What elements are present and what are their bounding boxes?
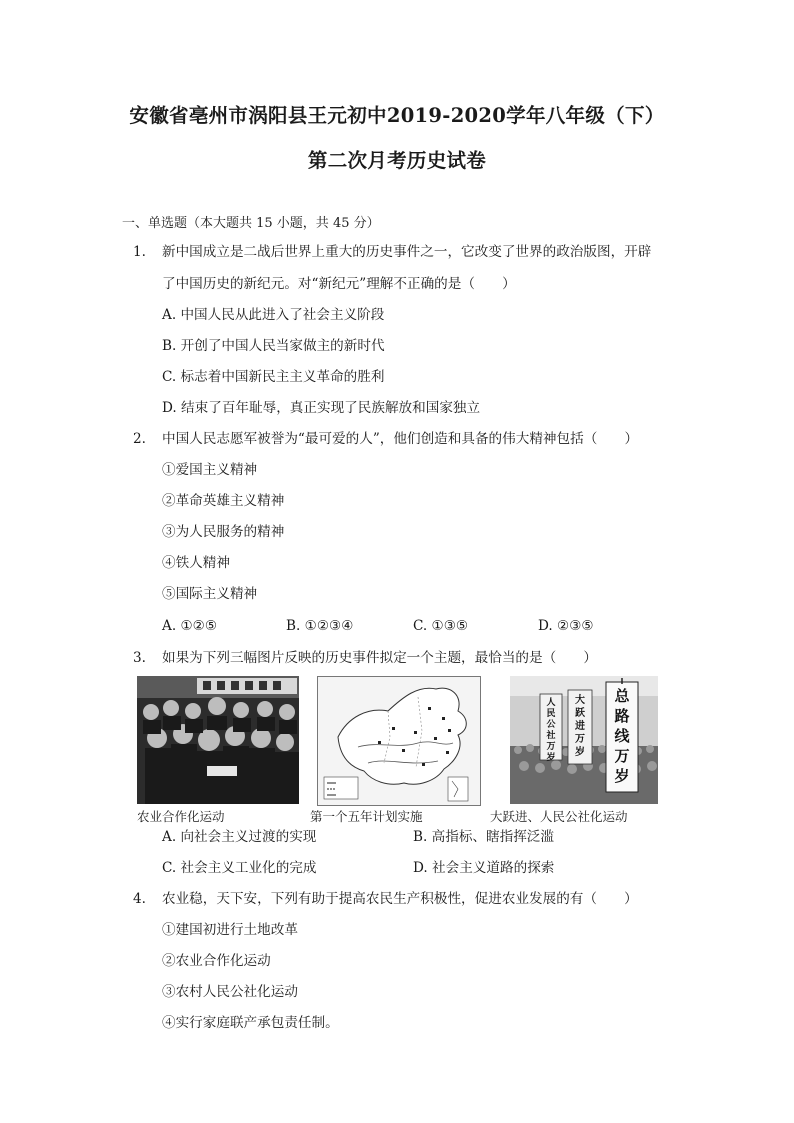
question-2-item-2: ②革命英雄主义精神 <box>162 493 285 509</box>
section-heading: 一、单选题（本大题共 15 小题，共 45 分） <box>122 216 380 231</box>
question-1-number: 1. <box>133 244 146 260</box>
question-3-number: 3. <box>133 650 146 666</box>
caption-five-year-plan: 第一个五年计划实施 <box>310 809 423 824</box>
banner-great-leap: 大跃进万岁 <box>575 695 585 758</box>
question-2-option-c: C. ①③⑤ <box>413 618 469 634</box>
question-2-option-a: A. ①②⑤ <box>162 618 218 634</box>
exam-title-line2: 第二次月考历史试卷 <box>307 149 487 172</box>
banner-general-line: 总路线万岁 <box>614 687 630 785</box>
question-2-number: 2. <box>133 431 146 447</box>
question-2-item-4: ④铁人精神 <box>162 555 230 571</box>
question-2-item-3: ③为人民服务的精神 <box>162 524 285 540</box>
question-1-option-b: B. 开创了中国人民当家做主的新时代 <box>162 338 385 354</box>
question-1-line1: 新中国成立是二战后世界上重大的历史事件之一，它改变了世界的政治版图，开辟 <box>162 244 652 260</box>
question-3-option-b: B. 高指标、瞎指挥泛滥 <box>413 829 554 845</box>
question-4-number: 4. <box>133 891 146 907</box>
question-4-item-4: ④实行家庭联产承包责任制。 <box>162 1015 339 1031</box>
question-1-option-a: A. 中国人民从此进入了社会主义阶段 <box>162 307 385 323</box>
question-2-item-5: ⑤国际主义精神 <box>162 586 258 602</box>
photo-agricultural-cooperation <box>137 676 299 804</box>
caption-agricultural-cooperation: 农业合作化运动 <box>137 809 225 824</box>
question-4-item-3: ③农村人民公社化运动 <box>162 984 298 1000</box>
question-1-line2: 了中国历史的新纪元。对“新纪元”理解不正确的是（ ） <box>162 276 516 292</box>
question-2-item-1: ①爱国主义精神 <box>162 462 258 478</box>
question-3-option-d: D. 社会主义道路的探索 <box>413 860 555 876</box>
question-1-option-d: D. 结束了百年耻辱，真正实现了民族解放和国家独立 <box>162 400 481 416</box>
banner-people-commune: 人民公社万岁 <box>546 698 556 763</box>
question-3-option-c: C. 社会主义工业化的完成 <box>162 860 317 876</box>
question-4-item-2: ②农业合作化运动 <box>162 953 271 969</box>
map-first-five-year-plan <box>317 676 481 806</box>
question-2-line1: 中国人民志愿军被誉为“最可爱的人”，他们创造和具备的伟大精神包括（ ） <box>162 431 639 447</box>
question-2-option-d: D. ②③⑤ <box>538 618 594 634</box>
caption-great-leap-forward: 大跃进、人民公社化运动 <box>490 809 628 824</box>
question-2-option-b: B. ①②③④ <box>286 618 354 634</box>
question-3-line1: 如果为下列三幅图片反映的历史事件拟定一个主题，最恰当的是（ ） <box>162 650 597 666</box>
photo-great-leap-forward <box>510 676 658 804</box>
question-4-item-1: ①建国初进行土地改革 <box>162 922 298 938</box>
exam-title-line1: 安徽省亳州市涡阳县王元初中2019-2020学年八年级（下） <box>129 104 665 127</box>
question-4-line1: 农业稳，天下安，下列有助于提高农民生产积极性，促进农业发展的有（ ） <box>162 891 638 907</box>
question-3-option-a: A. 向社会主义过渡的实现 <box>162 829 317 845</box>
question-1-option-c: C. 标志着中国新民主主义革命的胜利 <box>162 369 385 385</box>
